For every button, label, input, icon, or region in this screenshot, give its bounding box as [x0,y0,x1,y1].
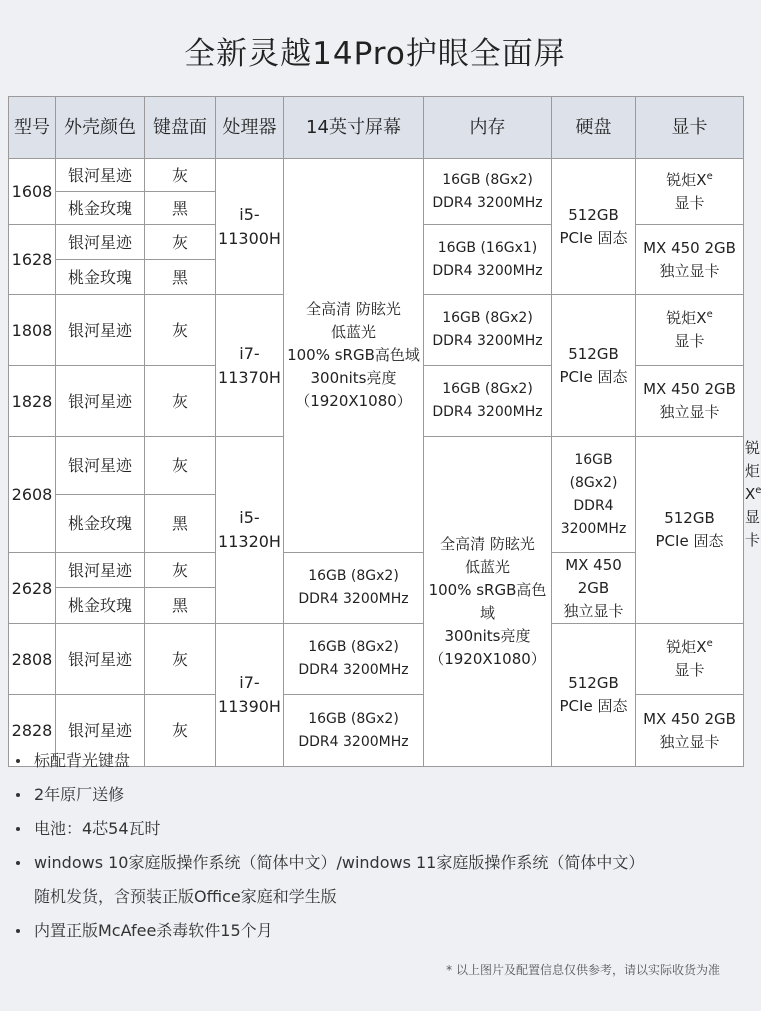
header-color: 外壳颜色 [56,97,145,159]
disk-line: 512GB [568,205,619,224]
memory-line: 16GB (8Gx2) [308,568,399,584]
keyboard-cell: 灰 [145,366,216,437]
header-disk: 硬盘 [552,97,636,159]
screen-line: 300nits亮度 [444,626,531,645]
header-cpu: 处理器 [216,97,284,159]
memory-line: 16GB (16Gx1) [437,239,538,256]
model-cell: 2608 [9,437,56,553]
bullet-icon [16,929,20,933]
feature-item [14,914,744,948]
model-cell: 1608 [9,159,56,225]
color-cell: 桃金玫瑰 [56,192,145,225]
keyboard-cell: 黑 [145,495,216,553]
memory-cell [424,295,552,366]
header-model: 型号 [9,97,56,159]
memory-line: DDR4 3200MHz [298,591,409,607]
keyboard-cell: 灰 [145,295,216,366]
keyboard-cell: 灰 [145,159,216,192]
cpu-cell [216,295,284,437]
cpu-line: i7- [239,673,260,692]
model-cell: 1828 [9,366,56,437]
bullet-icon [16,759,20,763]
gpu-line: 显卡 [674,193,705,212]
disk-line: PCIe 固态 [559,228,628,247]
gpu-line: 独立显卡 [659,403,720,421]
screen-line: 低蓝光 [464,557,510,576]
cpu-line: i7- [239,343,260,363]
memory-line: 16GB (8Gx2) [569,451,618,491]
memory-cell [284,624,424,695]
bullet-icon [16,827,20,831]
feature-text: 电池：4芯54瓦时 [34,819,161,838]
memory-line: DDR4 3200MHz [560,497,627,537]
color-cell: 银河星迹 [56,695,145,767]
memory-cell [424,366,552,437]
page-title: 全新灵越14Pro护眼全面屏 [184,36,566,72]
cpu-line: 11320H [218,532,281,551]
screen-cell [284,159,424,553]
disk-line: 512GB [568,344,619,363]
gpu-cell [636,366,744,437]
model-cell: 1808 [9,295,56,366]
bullet-icon [16,793,20,797]
table-row: 2608 银河星迹 灰 i5- 11320H 全高清 防眩光 低蓝光 100% sRGB高色域 300nits亮度 （1920X1080） 16GB (8Gx2) DDR4 3200MHz 512GB PCIe 固态 锐炬Xe 显卡 [9,437,744,495]
disk-cell [552,295,636,437]
cpu-line: i5- [239,508,260,527]
screen-line: 100% sRGB高色域 [287,346,420,364]
gpu-line: MX 450 2GB [643,238,736,257]
model-cell: 2808 [9,624,56,695]
memory-line: 16GB (8Gx2) [308,710,399,727]
disk-line: 512GB [568,674,619,692]
gpu-cell [636,295,744,366]
gpu-cell [552,553,636,624]
gpu-line: MX 450 2GB [643,709,736,728]
gpu-line: 锐炬Xe [666,309,713,327]
keyboard-cell: 黑 [145,192,216,225]
header-screen: 14英寸屏幕 [284,97,424,159]
model-cell: 2828 [9,695,56,767]
table-row [9,159,744,192]
feature-text: 2年原厂送修 [34,785,125,804]
memory-line: 16GB (8Gx2) [308,639,399,655]
keyboard-cell: 灰 [145,695,216,767]
bullet-icon [16,861,20,865]
color-cell: 银河星迹 [56,295,145,366]
model-cell: 2628 [9,553,56,624]
keyboard-cell: 灰 [145,553,216,588]
feature-list [14,744,744,948]
screen-line: 全高清 防眩光 [306,300,401,318]
screen-cell [424,437,552,767]
memory-cell [424,225,552,295]
gpu-cell [636,624,744,695]
disk-cell [552,159,636,295]
disk-line: PCIe 固态 [559,697,628,715]
screen-line: （1920X1080） [295,392,412,410]
feature-text: 内置正版McAfee杀毒软件15个月 [34,921,273,940]
gpu-line: 锐炬Xe [666,638,713,656]
header-gpu: 显卡 [636,97,744,159]
gpu-line: MX 450 2GB [565,555,622,597]
disk-line: 512GB [664,509,715,527]
memory-cell [552,437,636,553]
model-cell: 1628 [9,225,56,295]
header-memory: 内存 [424,97,552,159]
gpu-cell [636,225,744,295]
table-header-row [9,97,744,159]
gpu-line: MX 450 2GB [643,380,736,398]
memory-cell [284,553,424,624]
gpu-line: 锐炬Xe [666,170,713,189]
color-cell: 银河星迹 [56,366,145,437]
screen-line: 全高清 防眩光 [440,534,535,553]
keyboard-cell: 灰 [145,624,216,695]
cpu-line: 11370H [218,367,281,387]
memory-line: DDR4 3200MHz [298,662,409,678]
feature-text: windows 10家庭版操作系统（简体中文）/windows 11家庭版操作系统（简体中文） [34,853,645,872]
color-cell: 银河星迹 [56,553,145,588]
feature-item [14,744,744,778]
gpu-cell [636,159,744,225]
cpu-line: i5- [239,204,260,224]
gpu-line: 独立显卡 [659,732,720,751]
memory-line: DDR4 3200MHz [298,733,409,750]
screen-line: 低蓝光 [330,323,376,341]
disclaimer-note: * 以上图片及配置信息仅供参考，请以实际收货为准 [446,963,720,977]
color-cell: 桃金玫瑰 [56,260,145,295]
keyboard-cell: 黑 [145,588,216,624]
cpu-line: 11300H [218,228,281,248]
screen-line: （1920X1080） [429,649,546,668]
color-cell: 银河星迹 [56,159,145,192]
memory-line: DDR4 3200MHz [432,262,543,279]
table-row [9,624,744,695]
keyboard-cell: 灰 [145,225,216,260]
cpu-cell [216,159,284,295]
color-cell: 银河星迹 [56,624,145,695]
color-cell: 桃金玫瑰 [56,588,145,624]
cpu-cell [216,437,284,624]
disk-cell [636,437,744,624]
spec-table [8,96,761,767]
memory-line: 16GB (8Gx2) [442,171,533,188]
feature-text: 随机发货，含预装正版Office家庭和学生版 [34,887,337,906]
cpu-line: 11390H [218,697,281,716]
memory-line: DDR4 3200MHz [432,404,543,420]
gpu-line: 独立显卡 [659,261,720,280]
memory-line: 16GB (8Gx2) [442,381,533,397]
screen-line: 100% sRGB高色域 [428,580,547,622]
memory-line: DDR4 3200MHz [432,194,543,211]
feature-text: 标配背光键盘 [34,751,131,770]
keyboard-cell: 灰 [145,437,216,495]
color-cell: 桃金玫瑰 [56,495,145,553]
gpu-line: 独立显卡 [563,601,624,620]
screen-line: 300nits亮度 [310,369,397,387]
memory-cell [424,159,552,225]
memory-line: 16GB (8Gx2) [442,310,533,326]
disk-line: PCIe 固态 [655,532,724,550]
feature-item [14,812,744,846]
feature-item [14,778,744,812]
keyboard-cell: 黑 [145,260,216,295]
memory-line: DDR4 3200MHz [432,333,543,349]
feature-item [14,846,744,914]
disk-line: PCIe 固态 [559,367,628,386]
table-row [9,553,744,588]
gpu-line: 显卡 [674,661,705,679]
gpu-line: 显卡 [674,332,705,350]
color-cell: 银河星迹 [56,225,145,260]
color-cell: 银河星迹 [56,437,145,495]
header-keyboard: 键盘面 [145,97,216,159]
